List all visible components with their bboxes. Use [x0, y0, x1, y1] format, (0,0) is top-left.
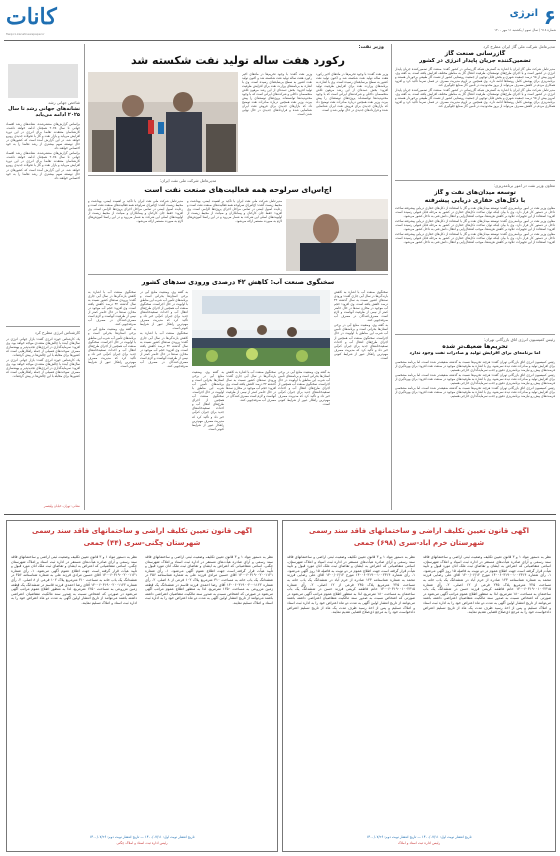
sidebar-kicker: شاخص جهانی رشد: [48, 100, 80, 105]
water-body-c2-text: به گفته وی، وضعیت منابع آبی در برخی استان‌ها بحرانی است و برنامه‌های تأمین آب شرب این مناطق با اولویت در حال اجراست. سخنگوی صنعت آب همچنین از اجرای طرح‌های انتقال آب و احداث تصفیه‌خانه‌های جدید برای جبران کم‌آبی خبر داد و تأکید کرد که مدیریت مصرف مهم‌ترین راهکار عبور از شرایط کنونی است.: [278, 370, 330, 407]
page-number: ۶: [543, 5, 556, 29]
right-top-body: [395, 67, 555, 177]
right-low-body-text-b: رئیس کمیسیون انرژی اتاق بازرگانی تهران گفت: هرچند تحریم‌ها نسبت به گذشته ضعیف‌تر شده است، اما برنامه مشخصی برای افزایش تولید و صادرات نفت دیده نمی‌شود. وی با اشاره به ظرفیت‌های موجود در صنعت نفت افزود: برای بهره‌گیری از فرصت‌های پیش رو نیازمند برنامه‌ریزی دقیق و جذب سرمایه‌گذاری خارجی هستیم.: [395, 373, 555, 386]
hse-headline: اچ‌اس‌ای سرلوحه همه فعالیت‌های صنعت نفت است: [144, 185, 332, 194]
hse-body: [88, 199, 183, 269]
right-low-body-text: رئیس کمیسیون انرژی اتاق بازرگانی تهران گفت: هرچند تحریم‌ها نسبت به گذشته ضعیف‌تر شده است، اما برنامه مشخصی برای افزایش تولید و صادرات نفت دیده نمی‌شود. وی با اشاره به ظرفیت‌های موجود در صنعت نفت افزود: برای بهره‌گیری از فرصت‌های پیش رو نیازمند برنامه‌ریزی دقیق و جذب سرمایه‌گذاری خارجی هستیم.: [395, 360, 555, 373]
water-headline: سخنگوی صنعت آب: کاهش ۴۲ درصدی ورودی سدهای کشور: [141, 278, 335, 286]
top-main-body: [242, 72, 312, 172]
right-top-headline-2: تضمین‌کننده جریان پایدار انرژی در کشور: [419, 58, 531, 64]
right-low-kicker: رئیس کمیسیون انرژی اتاق بازرگانی تهران:: [483, 337, 555, 342]
logo-url: fiwqo1.kanatnewspaper.ir: [6, 32, 45, 36]
issue-line: شماره ۹۱۸ / سال سوم / یکشنبه ۱۱ مهر ۱۴۰۰: [494, 28, 556, 32]
right-top-headline-1: گازرسانی صنعت گاز: [444, 50, 506, 57]
hse-body-col2: مدیرعامل شرکت ملی نفت ایران با تأکید بر اهمیت ایمنی، بهداشت و محیط زیست گفت: اچ‌اس‌ای سرلوحه همه فعالیت‌های صنعت نفت است و رعایت اصول ایمنی در تمامی مراحل اجرای پروژه‌ها الزامی است. وی افزود: حفظ جان کارکنان و پیمانکاران و صیانت از محیط زیست از اولویت‌های اصلی این شرکت به شمار می‌رود و در این راستا آموزش‌های لازم به صورت مستمر ارائه می‌شود.: [187, 199, 282, 224]
right-top-body-text: مدیرعامل شرکت ملی گاز ایران با اشاره به گسترش شبکه گازرسانی در کشور گفت: صنعت گاز تضمین‌کننده جریان پایدار انرژی در کشور است و با اجرای طرح‌های توسعه‌ای، ظرفیت انتقال گاز به مناطق مختلف افزایش یافته است. به گفته وی، امروز بیش از ۹۵ درصد جمعیت شهری و بخش قابل توجهی از جمعیت روستایی کشور از نعمت گاز طبیعی برخوردار هستند و برنامه‌ریزی برای پوشش کامل روستاها ادامه دارد. وی همچنین بر لزوم مدیریت مصرف در فصل سرما تأکید کرد و افزود همکاری مردم در کاهش مصرف می‌تواند از بروز محدودیت در تأمین گاز صنایع جلوگیری کند.: [395, 67, 555, 88]
official-portrait-image: [286, 199, 388, 271]
water-body-c1: [334, 290, 388, 508]
water-body2-text: به گفته وی، وضعیت منابع آبی در برخی استان‌ها بحرانی است و برنامه‌های تأمین آب شرب این مناطق با اولویت در حال اجراست. سخنگوی صنعت آب همچنین از اجرای طرح‌های انتقال آب و احداث تصفیه‌خانه‌های جدید برای جبران کم‌آبی خبر داد و تأکید کرد که مدیریت مصرف مهم‌ترین راهکار عبور از شرایط کنونی است.: [334, 323, 388, 360]
top-main-body-2: [316, 72, 388, 172]
sidebar-body2-text-b: یک کارشناس حوزه انرژی گفت: بازار جهانی انرژی در سال‌های آینده با چالش‌های متعددی مواجه خواهد بود. وی افزود: سرمایه‌گذاری در انرژی‌های تجدیدپذیر و بهینه‌سازی مصرف سوخت‌های فسیلی از جمله راهکارهایی است که کشورها برای مقابله با این چالش‌ها در پیش گرفته‌اند.: [6, 358, 80, 379]
water-article: [88, 276, 388, 510]
right-mid-headline-2: با دکل‌های حفاری دریایی پیشرفته: [424, 197, 526, 204]
water-body-c6-text: به گفته وی، وضعیت منابع آبی در برخی استان‌ها بحرانی است و برنامه‌های تأمین آب شرب این مناطق با اولویت در حال اجراست. سخنگوی صنعت آب همچنین از اجرای طرح‌های انتقال آب و احداث تصفیه‌خانه‌های جدید برای جبران کم‌آبی خبر داد و تأکید کرد که مدیریت مصرف مهم‌ترین راهکار عبور از شرایط کنونی است.: [192, 370, 224, 431]
ad-left-body-a-text: نظر به دستور مواد ۱ و ۳ قانون تعیین تکلیف وضعیت ثبتی اراضی و ساختمانهای فاقد سند رسمی و آرای صادره هیأت‌های مستقر در اداره ثبت اسناد و املاک شهرستان چگنی، اسامی متقاضیانی که اعتراض به ایشان و تقاضای ثبت ملک آنان مورد قبول و تأیید هیأت قرار گرفته است جهت اطلاع عموم آگهی می‌شود. ۱- رأی شماره ۱۴۰۰۶۰۳۱۹۰۰۲۰۰۱۱۲۱ آقای حسین مرادی فرزند علی به شماره شناسنامه ۴۵۶ در ششدانگ یک باب خانه به مساحت ۳۱۰ مترمربع پلاک ۱۰۲ فرعی از ۸ اصلی. ۲- رأی شماره ۱۴۰۰۶۰۳۱۹۰۰۲۰۰۱۱۲۲ آقای رضا احمدی فرزند قاسم در ششدانگ یک قطعه زمین مزروعی به مساحت ۱۲۵۰ مترمربع. لذا به منظور اطلاع عموم مراتب آگهی می‌شود در صورتی که اشخاص نسبت به صدور سند مالکیت متقاضیان اعتراضی داشته باشند می‌توانند از تاریخ انتشار اولین آگهی به مدت دو ماه اعتراض خود را به اداره ثبت اسناد و املاک تسلیم نمایند.: [11, 555, 137, 605]
ad-right: [282, 520, 556, 852]
right-low-body: [395, 360, 555, 508]
right-low-headline-1: تحریم‌ها ضعیف‌تر شده: [442, 343, 508, 350]
top-main-body-col1: وزیر نفت گفت: با وجود تحریم‌ها در ماه‌های اخیر رکورد هفت ساله تولید نفت شکسته شد و اکنون تولید نفت کشور به سطح بی‌سابقه‌ای رسیده است. وی با اشاره به برنامه‌های وزارت نفت برای افزایش ظرفیت تولید افزود: بخش عمده‌ای از این رشد مرهون تلاش متخصصان داخلی و شرکت‌های ایرانی است که با وجود محدودیت‌ها توانسته‌اند پروژه‌های توسعه‌ای را پیش ببرند. وزیر نفت همچنین درباره صادرات نفت توضیح داد که بازارهای جدیدی برای فروش نفت ایران شناسایی شده و قراردادهای جدیدی در حال نهایی شدن است.: [242, 72, 312, 117]
logo-text: کانات: [6, 4, 57, 30]
right-low-article: [395, 336, 555, 510]
sidebar-footer: نشانی: تهران، خیابان ولیعصر: [43, 504, 80, 508]
ad-right-title-2: شهرستان خرم آباد-سری (۶۹۸) جمعی: [353, 539, 485, 547]
water-body-c5: [88, 290, 136, 508]
conference-hall-image: [192, 290, 330, 366]
right-low-body-text-c: رئیس کمیسیون انرژی اتاق بازرگانی تهران گفت: هرچند تحریم‌ها نسبت به گذشته ضعیف‌تر شده است، اما برنامه مشخصی برای افزایش تولید و صادرات نفت دیده نمی‌شود. وی با اشاره به ظرفیت‌های موجود در صنعت نفت افزود: برای بهره‌گیری از فرصت‌های پیش رو نیازمند برنامه‌ریزی دقیق و جذب سرمایه‌گذاری خارجی هستیم.: [395, 386, 555, 399]
ad-left-body-b-text: نظر به دستور مواد ۱ و ۳ قانون تعیین تکلیف وضعیت ثبتی اراضی و ساختمانهای فاقد سند رسمی و آرای صادره هیأت‌های مستقر در اداره ثبت اسناد و املاک شهرستان چگنی، اسامی متقاضیانی که اعتراض به ایشان و تقاضای ثبت ملک آنان مورد قبول و تأیید هیأت قرار گرفته است جهت اطلاع عموم آگهی می‌شود. ۱- رأی شماره ۱۴۰۰۶۰۳۱۹۰۰۲۰۰۱۱۲۱ آقای حسین مرادی فرزند علی به شماره شناسنامه ۴۵۶ در ششدانگ یک باب خانه به مساحت ۳۱۰ مترمربع پلاک ۱۰۲ فرعی از ۸ اصلی. ۲- رأی شماره ۱۴۰۰۶۰۳۱۹۰۰۲۰۰۱۱۲۲ آقای رضا احمدی فرزند قاسم در ششدانگ یک قطعه زمین مزروعی به مساحت ۱۲۵۰ مترمربع. لذا به منظور اطلاع عموم مراتب آگهی می‌شود در صورتی که اشخاص نسبت به صدور سند مالکیت متقاضیان اعتراضی داشته باشند می‌توانند از تاریخ انتشار اولین آگهی به مدت دو ماه اعتراض خود را به اداره ثبت اسناد و املاک تسلیم نمایند.: [145, 555, 273, 605]
sidebar-photo: [8, 64, 78, 98]
hse-kicker: مدیرعامل شرکت ملی نفت ایران:: [159, 178, 217, 183]
hse-photo: [286, 199, 388, 271]
top-main-headline: رکورد هفت ساله تولید نفت شکسته شد: [131, 54, 345, 67]
ad-left-signature: رئیس اداره ثبت اسناد و املاک چگنی: [116, 841, 168, 845]
section-title: انرژی: [509, 8, 538, 19]
right-mid-headline-1: توسعه میدان‌های نفت و گاز: [434, 189, 516, 196]
hse-body-col1: مدیرعامل شرکت ملی نفت ایران با تأکید بر اهمیت ایمنی، بهداشت و محیط زیست گفت: اچ‌اس‌ای سرلوحه همه فعالیت‌های صنعت نفت است و رعایت اصول ایمنی در تمامی مراحل اجرای پروژه‌ها الزامی است. وی افزود: حفظ جان کارکنان و پیمانکاران و صیانت از محیط زیست از اولویت‌های اصلی این شرکت به شمار می‌رود و در این راستا آموزش‌های لازم به صورت مستمر ارائه می‌شود.: [88, 199, 183, 224]
ad-right-title-1: آگهی قانون تعیین تکلیف اراضی و ساختمانهای فاقد سند رسمی: [308, 527, 530, 535]
water-body-c4-text-b: سخنگوی صنعت آب با اشاره به کاهش بارندگی‌ها در سال آبی جاری گفت: ورودی سدهای کشور نسبت به سال گذشته ۴۲ درصد کاهش یافته است. وی افزود: حجم آب موجود در مخازن سدها در حال حاضر کمتر از نیمی از ظرفیت آنهاست و لازم است مصرف‌کنندگان در مصرف آب صرفه‌جویی کنند.: [140, 331, 188, 368]
ad-right-body-b-text: نظر به دستور مواد ۱ و ۳ قانون تعیین تکلیف وضعیت ثبتی اراضی و ساختمانهای فاقد سند رسمی و آرای صادره هیأت‌های مستقر در اداره ثبت اسناد و املاک شهرستان، اسامی متقاضیانی که اعتراض به ایشان و تقاضای ثبت ملک آنان مورد قبول و تأیید هیأت قرار گرفته است جهت اطلاع عموم در دو نوبت به فاصله ۱۵ روز آگهی می‌شود. ۱- رأی شماره ۱۴۰۰۶۰۳۱۹۰۰۱۰۰۲۳۱۴ مورخ ۱۴۰۰/۰۶/۱۲ آقای علی رضایی فرزند محمد به شماره شناسنامه ۱۲۳ صادره از خرم آباد در ششدانگ یک باب خانه به مساحت ۲۲۵ مترمربع پلاک ۲۴۵ فرعی از ۱۲ اصلی. ۲- رأی شماره ۱۴۰۰۶۰۳۱۹۰۰۱۰۰۲۳۱۵ خانم فاطمه کریمی فرزند حسن در ششدانگ یک باب ساختمان به مساحت ۱۸۰ مترمربع. لذا به منظور اطلاع عموم مراتب آگهی می‌شود در صورتی که اشخاص نسبت به صدور سند مالکیت متقاضیان اعتراضی داشته باشند می‌توانند از تاریخ انتشار اولین آگهی به مدت دو ماه اعتراض خود را به اداره ثبت اسناد و املاک تسلیم و پس از اخذ رسید ظرف مدت یک ماه از تاریخ تسلیم اعتراض دادخواست خود را به مرجع ذی‌صلاح قضایی تقدیم نمایند.: [423, 555, 551, 615]
sidebar-body-text: براساس گزارش‌های منتشرشده، نشانه‌های رشد اقتصاد جهانی تا سال ۲۰۲۵ همچنان ادامه خواهد داشت. کارشناسان معتقدند تقاضا برای انرژی در این دوره افزایش می‌یابد و بازار نفت و گاز با تحولات جدیدی روبرو خواهد شد. در این گزارش آمده است که کشورهای در حال توسعه سهم بیشتری از رشد تقاضا را به خود اختصاص خواهند داد.: [6, 122, 80, 151]
logo: [6, 4, 66, 44]
press-conference-image: [88, 72, 238, 172]
top-main-article: [88, 42, 388, 172]
water-body1-text: سخنگوی صنعت آب با اشاره به کاهش بارندگی‌ها در سال آبی جاری گفت: ورودی سدهای کشور نسبت به سال گذشته ۴۲ درصد کاهش یافته است. وی افزود: حجم آب موجود در مخازن سدها در حال حاضر کمتر از نیمی از ظرفیت آنهاست و لازم است مصرف‌کنندگان در مصرف آب صرفه‌جویی کنند.: [334, 290, 388, 323]
right-mid-body: [395, 206, 555, 331]
right-low-headline-2: اما برنامه‌ای برای افزایش تولید و صادرات نفت وجود ندارد: [409, 351, 541, 356]
sidebar-headline: نشانه‌های جهانی رشد تا سال ۲۰۲۵ ادامه می‌یابد: [8, 106, 80, 118]
right-mid-body-text-b: معاون وزیر نفت در امور برنامه‌ریزی گفت: توسعه میدان‌های نفت و گاز با استفاده از دکل‌های حفاری دریایی پیشرفته ساخت داخل در دستور کار قرار دارد. وی با بیان اینکه توان ساخت دکل‌های حفاری در کشور به مرحله قابل قبولی رسیده است، افزود: استفاده از این تجهیزات علاوه بر کاهش هزینه‌ها، موجب اشتغال‌زایی و انتقال دانش فنی به داخل کشور می‌شود.: [395, 219, 555, 232]
sidebar-body: [6, 122, 80, 322]
ad-right-signature: رئیس اداره ثبت اسناد و املاک: [397, 841, 441, 845]
right-top-body-text-b: مدیرعامل شرکت ملی گاز ایران با اشاره به گسترش شبکه گازرسانی در کشور گفت: صنعت گاز تضمین‌کننده جریان پایدار انرژی در کشور است و با اجرای طرح‌های توسعه‌ای، ظرفیت انتقال گاز به مناطق مختلف افزایش یافته است. به گفته وی، امروز بیش از ۹۵ درصد جمعیت شهری و بخش قابل توجهی از جمعیت روستایی کشور از نعمت گاز طبیعی برخوردار هستند و برنامه‌ریزی برای پوشش کامل روستاها ادامه دارد. وی همچنین بر لزوم مدیریت مصرف در فصل سرما تأکید کرد و افزود همکاری مردم در کاهش مصرف می‌تواند از بروز محدودیت در تأمین گاز صنایع جلوگیری کند.: [395, 88, 555, 109]
ad-right-body-a-text: نظر به دستور مواد ۱ و ۳ قانون تعیین تکلیف وضعیت ثبتی اراضی و ساختمانهای فاقد سند رسمی و آرای صادره هیأت‌های مستقر در اداره ثبت اسناد و املاک شهرستان، اسامی متقاضیانی که اعتراض به ایشان و تقاضای ثبت ملک آنان مورد قبول و تأیید هیأت قرار گرفته است جهت اطلاع عموم در دو نوبت به فاصله ۱۵ روز آگهی می‌شود. ۱- رأی شماره ۱۴۰۰۶۰۳۱۹۰۰۱۰۰۲۳۱۴ مورخ ۱۴۰۰/۰۶/۱۲ آقای علی رضایی فرزند محمد به شماره شناسنامه ۱۲۳ صادره از خرم آباد در ششدانگ یک باب خانه به مساحت ۲۲۵ مترمربع پلاک ۲۴۵ فرعی از ۱۲ اصلی. ۲- رأی شماره ۱۴۰۰۶۰۳۱۹۰۰۱۰۰۲۳۱۵ خانم فاطمه کریمی فرزند حسن در ششدانگ یک باب ساختمان به مساحت ۱۸۰ مترمربع. لذا به منظور اطلاع عموم مراتب آگهی می‌شود در صورتی که اشخاص نسبت به صدور سند مالکیت متقاضیان اعتراضی داشته باشند می‌توانند از تاریخ انتشار اولین آگهی به مدت دو ماه اعتراض خود را به اداره ثبت اسناد و املاک تسلیم و پس از اخذ رسید ظرف مدت یک ماه از تاریخ تسلیم اعتراض دادخواست خود را به مرجع ذی‌صلاح قضایی تقدیم نمایند.: [287, 555, 415, 615]
top-main-kicker: وزیر نفت:: [358, 44, 384, 50]
water-body-c3: [226, 370, 276, 508]
section-header: [410, 6, 556, 34]
water-body-c4-text: به گفته وی، وضعیت منابع آبی در برخی استان‌ها بحرانی است و برنامه‌های تأمین آب شرب این مناطق با اولویت در حال اجراست. سخنگوی صنعت آب همچنین از اجرای طرح‌های انتقال آب و احداث تصفیه‌خانه‌های جدید برای جبران کم‌آبی خبر داد و تأکید کرد که مدیریت مصرف مهم‌ترین راهکار عبور از شرایط کنونی است.: [140, 290, 188, 331]
ad-left-footer: تاریخ انتشار نوبت اول: ۱۴۰۰/۰۷/۱۱ — تاریخ انتشار نوبت دوم: ۱۴۰۰/۰۷/۲۶: [89, 835, 195, 839]
right-mid-body-text: معاون وزیر نفت در امور برنامه‌ریزی گفت: توسعه میدان‌های نفت و گاز با استفاده از دکل‌های حفاری دریایی پیشرفته ساخت داخل در دستور کار قرار دارد. وی با بیان اینکه توان ساخت دکل‌های حفاری در کشور به مرحله قابل قبولی رسیده است، افزود: استفاده از این تجهیزات علاوه بر کاهش هزینه‌ها، موجب اشتغال‌زایی و انتقال دانش فنی به داخل کشور می‌شود.: [395, 206, 555, 219]
water-body-c2: [278, 370, 330, 508]
top-main-photo: [88, 72, 238, 172]
top-main-body-col2: وزیر نفت گفت: با وجود تحریم‌ها در ماه‌های اخیر رکورد هفت ساله تولید نفت شکسته شد و اکنون تولید نفت کشور به سطح بی‌سابقه‌ای رسیده است. وی با اشاره به برنامه‌های وزارت نفت برای افزایش ظرفیت تولید افزود: بخش عمده‌ای از این رشد مرهون تلاش متخصصان داخلی و شرکت‌های ایرانی است که با وجود محدودیت‌ها توانسته‌اند پروژه‌های توسعه‌ای را پیش ببرند. وزیر نفت همچنین درباره صادرات نفت توضیح داد که بازارهای جدیدی برای فروش نفت ایران شناسایی شده و قراردادهای جدیدی در حال نهایی شدن است.: [316, 72, 388, 113]
ad-left: [6, 520, 278, 852]
ad-left-title-2: شهرستان چگنی-سری (۴۴) جمعی: [83, 539, 201, 547]
right-mid-article: [395, 182, 555, 332]
right-mid-body-text-c: معاون وزیر نفت در امور برنامه‌ریزی گفت: توسعه میدان‌های نفت و گاز با استفاده از دکل‌های حفاری دریایی پیشرفته ساخت داخل در دستور کار قرار دارد. وی با بیان اینکه توان ساخت دکل‌های حفاری در کشور به مرحله قابل قبولی رسیده است، افزود: استفاده از این تجهیزات علاوه بر کاهش هزینه‌ها، موجب اشتغال‌زایی و انتقال دانش فنی به داخل کشور می‌شود.: [395, 232, 555, 245]
sidebar-body2-text: یک کارشناس حوزه انرژی گفت: بازار جهانی انرژی در سال‌های آینده با چالش‌های متعددی مواجه خواهد بود. وی افزود: سرمایه‌گذاری در انرژی‌های تجدیدپذیر و بهینه‌سازی مصرف سوخت‌های فسیلی از جمله راهکارهایی است که کشورها برای مقابله با این چالش‌ها در پیش گرفته‌اند.: [6, 337, 80, 358]
hse-article: [88, 177, 388, 272]
right-top-article: [395, 42, 555, 178]
water-body-c4: [140, 290, 188, 508]
sidebar-body-text-2: براساس گزارش‌های منتشرشده، نشانه‌های رشد اقتصاد جهانی تا سال ۲۰۲۵ همچنان ادامه خواهد داشت. کارشناسان معتقدند تقاضا برای انرژی در این دوره افزایش می‌یابد و بازار نفت و گاز با تحولات جدیدی روبرو خواهد شد. در این گزارش آمده است که کشورهای در حال توسعه سهم بیشتری از رشد تقاضا را به خود اختصاص خواهند داد.: [6, 151, 80, 180]
ad-right-footer: تاریخ انتشار نوبت اول: ۱۴۰۰/۰۷/۱۱ — تاریخ انتشار نوبت دوم: ۱۴۰۰/۰۷/۲۶: [366, 835, 472, 839]
ad-left-body-a: [11, 555, 137, 831]
water-body-c5-text-b: به گفته وی، وضعیت منابع آبی در برخی استان‌ها بحرانی است و برنامه‌های تأمین آب شرب این مناطق با اولویت در حال اجراست. سخنگوی صنعت آب همچنین از اجرای طرح‌های انتقال آب و احداث تصفیه‌خانه‌های جدید برای جبران کم‌آبی خبر داد و تأکید کرد که مدیریت مصرف مهم‌ترین راهکار عبور از شرایط کنونی است.: [88, 327, 136, 368]
right-mid-kicker: معاون وزیر نفت در امور برنامه‌ریزی:: [493, 183, 555, 188]
right-top-kicker: مدیرعامل شرکت ملی گاز ایران مطرح کرد: [483, 44, 555, 49]
hse-body-2: [187, 199, 282, 269]
water-body-c5-text: سخنگوی صنعت آب با اشاره به کاهش بارندگی‌ها در سال آبی جاری گفت: ورودی سدهای کشور نسبت به سال گذشته ۴۲ درصد کاهش یافته است. وی افزود: حجم آب موجود در مخازن سدها در حال حاضر کمتر از نیمی از ظرفیت آنهاست و لازم است مصرف‌کنندگان در مصرف آب صرفه‌جویی کنند.: [88, 290, 136, 327]
ad-right-body-a: [287, 555, 415, 831]
water-body-c3-text: سخنگوی صنعت آب با اشاره به کاهش بارندگی‌ها در سال آبی جاری گفت: ورودی سدهای کشور نسبت به سال گذشته ۴۲ درصد کاهش یافته است. وی افزود: حجم آب موجود در مخازن سدها در حال حاضر کمتر از نیمی از ظرفیت آنهاست و لازم است مصرف‌کنندگان در مصرف آب صرفه‌جویی کنند.: [226, 370, 276, 403]
ad-left-title-1: آگهی قانون تعیین تکلیف اراضی و ساختمانهای فاقد سند رسمی: [31, 527, 253, 535]
sidebar-body-2: [6, 337, 80, 502]
water-body-c6: [192, 370, 224, 508]
ad-left-body-b: [145, 555, 273, 831]
ad-right-body-b: [423, 555, 551, 831]
sidebar-kicker-2: کارشناس انرژی مطرح کرد: [34, 330, 80, 335]
left-sidebar: [4, 44, 82, 510]
water-photo: [192, 290, 330, 366]
